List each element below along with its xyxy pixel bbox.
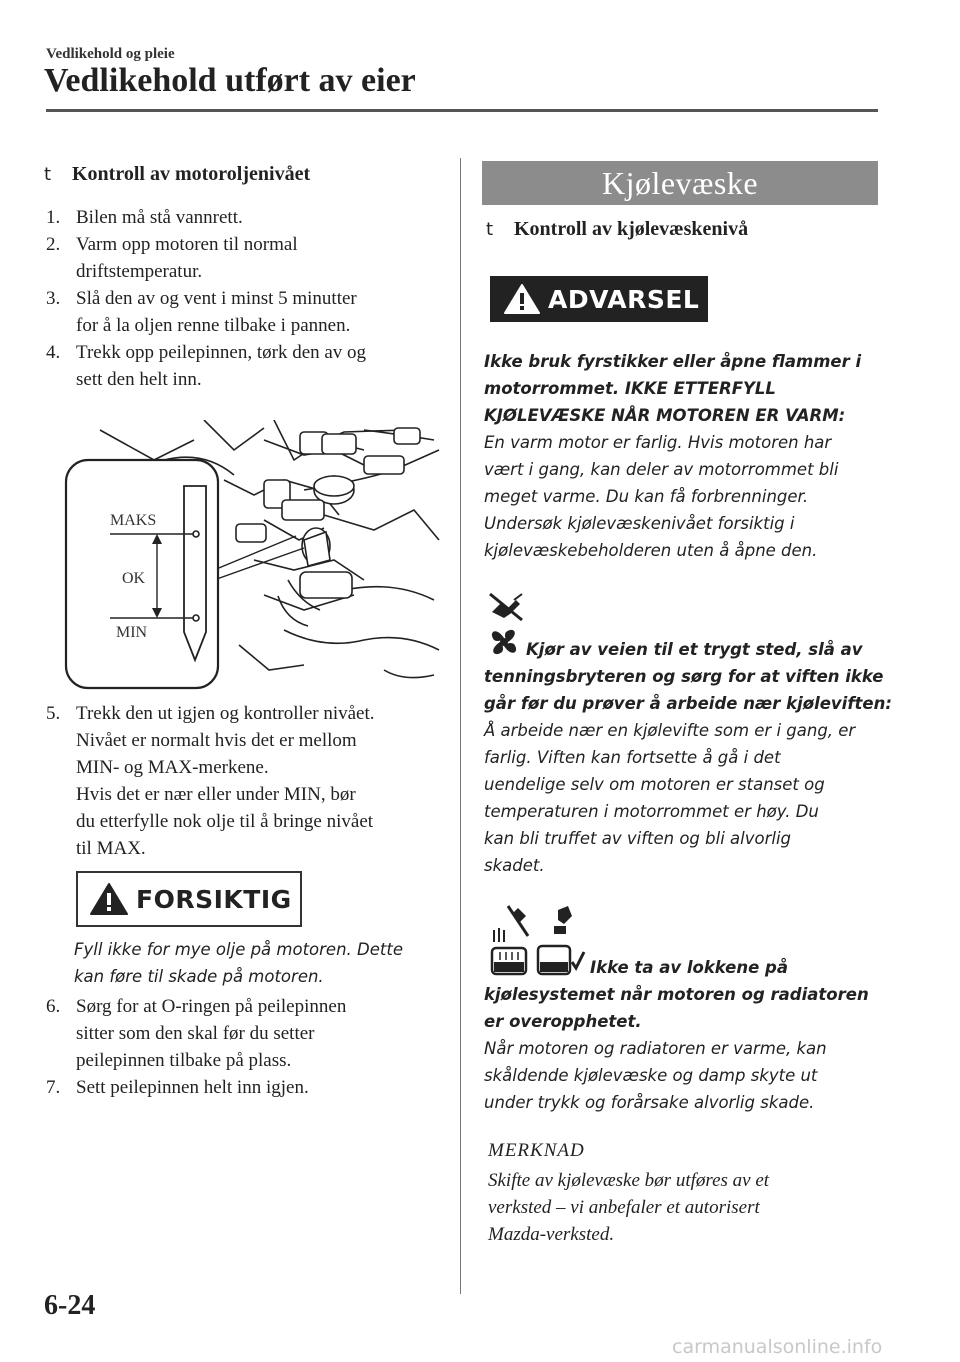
- step-text: Varm opp motoren til normal: [76, 234, 298, 255]
- caution-line: kan føre til skade på motoren.: [74, 967, 324, 986]
- page-title: Vedlikehold utført av eier: [44, 62, 416, 99]
- fan-bold-line: går før du prøver å arbeide nær kjøleviften:: [484, 694, 892, 713]
- warning-bold-line: Ikke bruk fyrstikker eller åpne flammer i: [484, 352, 862, 371]
- dipstick-max-label: MAKS: [110, 512, 157, 529]
- cap-line: skåldende kjølevæske og damp skyte ut: [484, 1066, 818, 1085]
- caution-line: Fyll ikke for mye olje på motoren. Dette: [74, 940, 403, 959]
- step-text: MIN- og MAX-merkene.: [76, 757, 269, 778]
- step-text: Trekk opp peilepinnen, tørk den av og: [76, 342, 367, 363]
- cap-bold-line: kjølesystemet når motoren og radiatoren: [484, 985, 869, 1004]
- dipstick-illustration: [64, 420, 448, 692]
- step-text: driftstemperatur.: [76, 261, 203, 282]
- oil-level-heading-text: Kontroll av motoroljenivået: [72, 163, 311, 185]
- dipstick-ok-label: OK: [122, 570, 146, 587]
- note-line: Mazda-verksted.: [488, 1224, 615, 1245]
- step-number: 7.: [46, 1077, 61, 1098]
- cap-warning-text: [484, 954, 884, 1116]
- step-6: [46, 993, 456, 1074]
- warning-text: [484, 348, 884, 564]
- warning-triangle-icon: [88, 881, 130, 917]
- fan-bold-line: tenningsbryteren og sørg for at viften ikke: [484, 667, 884, 686]
- warning-triangle-icon: [502, 282, 542, 316]
- fan-line: skadet.: [484, 856, 545, 875]
- step-text: Nivået er normalt hvis det er mellom: [76, 730, 357, 751]
- step-7: [46, 1074, 456, 1101]
- caution-label-box: [76, 871, 302, 927]
- step-text: du etterfylle nok olje til å bringe nivået: [76, 811, 374, 832]
- step-number: 2.: [46, 234, 61, 255]
- engine-bay-drawing: [64, 420, 448, 692]
- step-text: sett den helt inn.: [76, 369, 202, 390]
- title-divider: [46, 109, 878, 112]
- step-text: til MAX.: [76, 838, 146, 859]
- section-bullet-icon: t: [486, 219, 494, 240]
- note-line: verksted – vi anbefaler et autorisert: [488, 1197, 760, 1218]
- warning-line: meget varme. Du kan få forbrenninger.: [484, 487, 809, 506]
- step-text: Sett peilepinnen helt inn igjen.: [76, 1077, 309, 1098]
- step-text: Slå den av og vent i minst 5 minutter: [76, 288, 357, 309]
- warning-bold-line: KJØLEVÆSKE NÅR MOTOREN ER VARM:: [484, 406, 846, 425]
- warning-line: vært i gang, kan deler av motorrommet bli: [484, 460, 839, 479]
- step-text: Bilen må stå vannrett.: [76, 207, 243, 228]
- step-number: 6.: [46, 996, 61, 1017]
- fan-bold-line: Kjør av veien til et trygt sted, slå av: [526, 640, 863, 659]
- step-3: [46, 285, 446, 339]
- cap-bold-line: er overopphetet.: [484, 1012, 642, 1031]
- cap-line: under trykk og forårsake alvorlig skade.: [484, 1093, 815, 1112]
- warning-line: kjølevæskebeholderen uten å åpne den.: [484, 541, 818, 560]
- step-text: Hvis det er nær eller under MIN, bør: [76, 784, 356, 805]
- step-text: Sørg for at O-ringen på peilepinnen: [76, 996, 347, 1017]
- step-number: 1.: [46, 207, 61, 228]
- breadcrumb: Vedlikehold og pleie: [46, 46, 175, 62]
- warning-label: ADVARSEL: [548, 284, 700, 314]
- step-number: 4.: [46, 342, 61, 363]
- warning-line: En varm motor er farlig. Hvis motoren har: [484, 433, 832, 452]
- fan-warning-text: [484, 636, 892, 879]
- caution-label: FORSIKTIG: [136, 884, 292, 914]
- page-number: 6-24: [44, 1290, 96, 1321]
- warning-label-box: [490, 276, 708, 322]
- column-divider: [460, 158, 461, 1294]
- step-4: [46, 339, 446, 393]
- warning-bold-line: motorrommet. IKKE ETTERFYLL: [484, 379, 776, 398]
- step-text: sitter som den skal før du setter: [76, 1023, 315, 1044]
- dipstick-min-label: MIN: [116, 624, 148, 641]
- cap-line: Når motoren og radiatoren er varme, kan: [484, 1039, 827, 1058]
- step-number: 3.: [46, 288, 61, 309]
- no-hand-icon: [486, 590, 526, 622]
- watermark: carmanualsonline.info: [672, 1336, 883, 1358]
- note-body: [488, 1167, 878, 1248]
- fan-line: farlig. Viften kan fortsette å gå i det: [484, 748, 781, 767]
- fan-line: temperaturen i motorrommet er høy. Du: [484, 802, 819, 821]
- oil-level-heading: [44, 163, 310, 186]
- step-2: [46, 231, 446, 285]
- step-text: Trekk den ut igjen og kontroller nivået.: [76, 703, 375, 724]
- step-1: [46, 204, 446, 231]
- fan-line: Å arbeide nær en kjølevifte som er i gang, er: [484, 721, 856, 740]
- fan-line: uendelige selv om motoren er stanset og: [484, 775, 825, 794]
- step-text: peilepinnen tilbake på plass.: [76, 1050, 292, 1071]
- fan-line: kan bli truffet av viften og bli alvorlig: [484, 829, 792, 848]
- note-line: Skifte av kjølevæske bør utføres av et: [488, 1170, 770, 1191]
- section-bullet-icon: t: [44, 164, 52, 185]
- caution-text: [74, 936, 454, 990]
- step-text: for å la oljen renne tilbake i pannen.: [76, 315, 351, 336]
- step-number: 5.: [46, 703, 61, 724]
- note-title: MERKNAD: [488, 1140, 585, 1161]
- coolant-section-banner: Kjølevæske: [482, 161, 878, 205]
- cap-bold-line: Ikke ta av lokkene på: [590, 958, 788, 977]
- coolant-level-heading: [486, 218, 748, 241]
- step-5: [46, 700, 456, 862]
- coolant-level-heading-text: Kontroll av kjølevæskenivå: [514, 218, 749, 240]
- warning-line: Undersøk kjølevæskenivået forsiktig i: [484, 514, 795, 533]
